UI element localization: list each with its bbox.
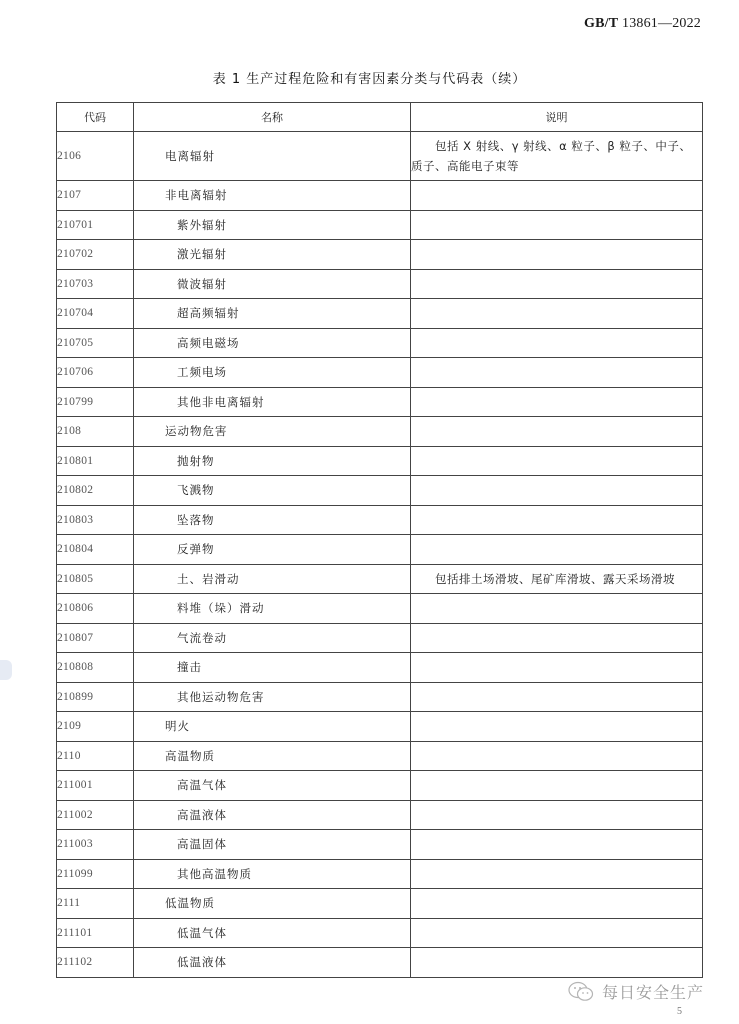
table-row	[57, 269, 703, 299]
cell-code: 211003	[57, 830, 134, 860]
wechat-icon	[568, 981, 594, 1003]
note-text	[411, 247, 435, 261]
cell-note	[411, 653, 703, 683]
cell-name: 紫外辐射	[134, 210, 411, 240]
note-text	[411, 277, 435, 291]
cell-note	[411, 623, 703, 653]
cell-name: 高温液体	[134, 800, 411, 830]
note-text	[411, 690, 435, 704]
cell-code: 2108	[57, 417, 134, 447]
table-row	[57, 889, 703, 919]
note-text	[411, 660, 435, 674]
cell-name: 料堆（垛）滑动	[134, 594, 411, 624]
cell-code: 210807	[57, 623, 134, 653]
cell-note	[411, 476, 703, 506]
cell-note	[411, 918, 703, 948]
cell-name: 坠落物	[134, 505, 411, 535]
table-row	[57, 771, 703, 801]
cell-code: 2106	[57, 132, 134, 181]
cell-name: 明火	[134, 712, 411, 742]
cell-code: 210703	[57, 269, 134, 299]
table-row	[57, 240, 703, 270]
cell-name: 其他非电离辐射	[134, 387, 411, 417]
table-row	[57, 830, 703, 860]
cell-note	[411, 889, 703, 919]
column-header-name: 名称	[134, 103, 411, 132]
note-text	[411, 218, 435, 232]
cell-code: 211102	[57, 948, 134, 978]
watermark-text: 每日安全生产	[602, 983, 705, 1002]
note-text	[411, 395, 435, 409]
note-text	[411, 955, 435, 969]
cell-name: 低温物质	[134, 889, 411, 919]
cell-note	[411, 132, 703, 181]
cell-name: 微波辐射	[134, 269, 411, 299]
cell-note	[411, 328, 703, 358]
cell-code: 210808	[57, 653, 134, 683]
cell-code: 211101	[57, 918, 134, 948]
cell-name: 高温气体	[134, 771, 411, 801]
cell-name: 激光辐射	[134, 240, 411, 270]
page-edge-mark	[0, 660, 12, 680]
note-text	[411, 601, 435, 615]
note-text	[411, 424, 435, 438]
table-row	[57, 535, 703, 565]
cell-code: 211099	[57, 859, 134, 889]
cell-name: 飞溅物	[134, 476, 411, 506]
cell-note	[411, 741, 703, 771]
table-row	[57, 417, 703, 447]
cell-code: 210701	[57, 210, 134, 240]
cell-note	[411, 859, 703, 889]
column-header-code: 代码	[57, 103, 134, 132]
cell-note	[411, 712, 703, 742]
cell-name: 高温固体	[134, 830, 411, 860]
cell-name: 低温液体	[134, 948, 411, 978]
cell-code: 2109	[57, 712, 134, 742]
note-text: 包括 X 射线、γ 射线、α 粒子、β 粒子、中子、质子、高能电子束等	[411, 139, 692, 173]
cell-name: 土、岩滑动	[134, 564, 411, 594]
cell-code: 210704	[57, 299, 134, 329]
note-text	[411, 808, 435, 822]
table-row	[57, 299, 703, 329]
cell-code: 210706	[57, 358, 134, 388]
cell-name: 抛射物	[134, 446, 411, 476]
cell-note	[411, 210, 703, 240]
cell-code: 2111	[57, 889, 134, 919]
cell-note	[411, 299, 703, 329]
note-text	[411, 188, 435, 202]
note-text	[411, 926, 435, 940]
table-row	[57, 682, 703, 712]
cell-code: 210702	[57, 240, 134, 270]
note-text	[411, 719, 435, 733]
table-row	[57, 505, 703, 535]
cell-code: 2107	[57, 181, 134, 211]
cell-code: 210899	[57, 682, 134, 712]
cell-name: 非电离辐射	[134, 181, 411, 211]
cell-note	[411, 564, 703, 594]
standard-prefix: GB/T	[584, 16, 619, 31]
cell-code: 210802	[57, 476, 134, 506]
cell-code: 210803	[57, 505, 134, 535]
table-row	[57, 210, 703, 240]
hazard-code-table	[56, 102, 703, 978]
table-row	[57, 948, 703, 978]
table-row	[57, 132, 703, 181]
cell-name: 其他高温物质	[134, 859, 411, 889]
cell-code: 210804	[57, 535, 134, 565]
standard-number: 13861—2022	[622, 16, 701, 31]
table-row	[57, 328, 703, 358]
cell-name: 其他运动物危害	[134, 682, 411, 712]
table-row	[57, 800, 703, 830]
table-row	[57, 181, 703, 211]
note-text	[411, 837, 435, 851]
table-row	[57, 653, 703, 683]
note-text	[411, 336, 435, 350]
table-row	[57, 358, 703, 388]
note-text	[411, 867, 435, 881]
page-number: 5	[677, 1006, 682, 1017]
table-title: 表 1 生产过程危险和有害因素分类与代码表（续）	[212, 72, 527, 87]
cell-code: 210799	[57, 387, 134, 417]
table-body	[57, 132, 703, 978]
cell-name: 反弹物	[134, 535, 411, 565]
table-row	[57, 446, 703, 476]
watermark	[568, 980, 704, 1003]
note-text	[411, 542, 435, 556]
table-row	[57, 623, 703, 653]
note-text	[411, 513, 435, 527]
cell-name: 电离辐射	[134, 132, 411, 181]
table-row	[57, 594, 703, 624]
table-row	[57, 859, 703, 889]
cell-note	[411, 181, 703, 211]
cell-note	[411, 800, 703, 830]
table-row	[57, 387, 703, 417]
table-row	[57, 712, 703, 742]
cell-note	[411, 948, 703, 978]
table-row	[57, 476, 703, 506]
table-row	[57, 918, 703, 948]
note-text	[411, 778, 435, 792]
note-text	[411, 454, 435, 468]
cell-name: 运动物危害	[134, 417, 411, 447]
note-text	[411, 896, 435, 910]
cell-code: 211002	[57, 800, 134, 830]
note-text	[411, 631, 435, 645]
cell-note	[411, 269, 703, 299]
cell-name: 撞击	[134, 653, 411, 683]
cell-note	[411, 387, 703, 417]
note-text: 包括排土场滑坡、尾矿库滑坡、露天采场滑坡	[435, 571, 675, 586]
cell-name: 气流卷动	[134, 623, 411, 653]
cell-name: 超高频辐射	[134, 299, 411, 329]
cell-name: 低温气体	[134, 918, 411, 948]
cell-code: 210801	[57, 446, 134, 476]
cell-code: 2110	[57, 741, 134, 771]
cell-code: 211001	[57, 771, 134, 801]
cell-code: 210805	[57, 564, 134, 594]
cell-note	[411, 771, 703, 801]
note-text	[411, 365, 435, 379]
table-row	[57, 564, 703, 594]
cell-name: 工频电场	[134, 358, 411, 388]
cell-note	[411, 240, 703, 270]
table-header-row	[57, 103, 703, 132]
standard-id	[584, 16, 701, 32]
note-text	[411, 749, 435, 763]
table-row	[57, 741, 703, 771]
cell-note	[411, 830, 703, 860]
note-text	[411, 306, 435, 320]
cell-note	[411, 417, 703, 447]
cell-note	[411, 535, 703, 565]
cell-code: 210705	[57, 328, 134, 358]
cell-note	[411, 682, 703, 712]
cell-code: 210806	[57, 594, 134, 624]
column-header-note: 说明	[411, 103, 703, 132]
cell-note	[411, 505, 703, 535]
cell-name: 高频电磁场	[134, 328, 411, 358]
cell-note	[411, 446, 703, 476]
cell-name: 高温物质	[134, 741, 411, 771]
cell-note	[411, 358, 703, 388]
cell-note	[411, 594, 703, 624]
note-text	[411, 483, 435, 497]
